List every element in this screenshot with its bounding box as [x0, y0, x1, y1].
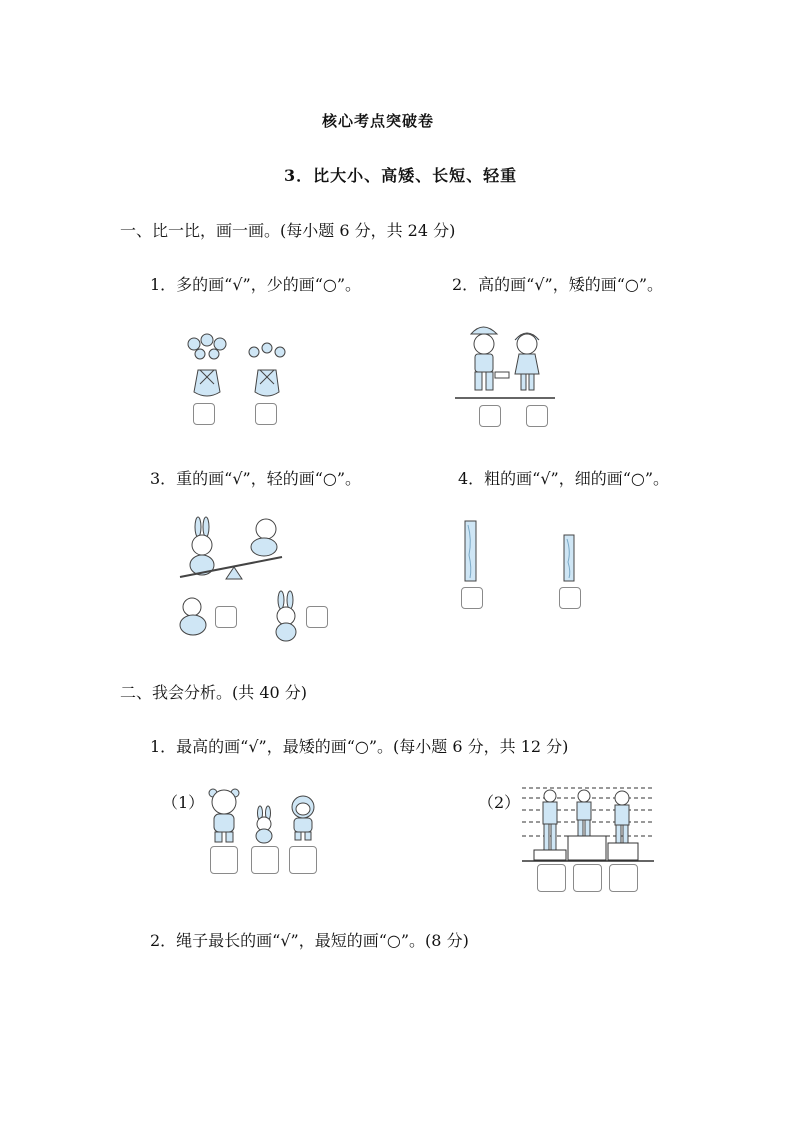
answer-box[interactable] — [193, 403, 215, 425]
monkey-icon — [286, 794, 320, 842]
seesaw-icon — [176, 515, 286, 590]
answer-box[interactable] — [210, 846, 238, 874]
page-subtitle: 3．比大小、高矮、长短、轻重 — [284, 166, 518, 185]
question-2-1-part-2: （2） — [478, 793, 521, 812]
answer-box[interactable] — [215, 606, 237, 628]
answer-box[interactable] — [479, 405, 501, 427]
answer-box[interactable] — [609, 864, 638, 892]
answer-box[interactable] — [526, 405, 548, 427]
duck-icon — [176, 595, 210, 639]
flower-vase-icon — [182, 332, 232, 400]
stick-icon — [562, 534, 576, 582]
question-2-1: 1．最高的画“√”，最矮的画“○”。(每小题 6 分，共 12 分) — [150, 737, 569, 756]
answer-box[interactable] — [559, 587, 581, 609]
section-2-heading: 二、我会分析。(共 40 分) — [120, 683, 308, 702]
answer-box[interactable] — [289, 846, 317, 874]
answer-box[interactable] — [461, 587, 483, 609]
question-2-2: 2．绳子最长的画“√”，最短的画“○”。(8 分) — [150, 931, 469, 950]
rabbit-icon — [250, 806, 278, 844]
section-1-heading: 一、比一比，画一画。(每小题 6 分，共 24 分) — [120, 221, 456, 240]
question-1-3: 3．重的画“√”，轻的画“○”。 — [150, 469, 362, 488]
rabbit-icon — [270, 590, 302, 642]
question-1-1: 1．多的画“√”，少的画“○”。 — [150, 275, 362, 294]
answer-box[interactable] — [255, 403, 277, 425]
page-title: 核心考点突破卷 — [322, 112, 435, 130]
answer-box[interactable] — [573, 864, 602, 892]
answer-box[interactable] — [251, 846, 279, 874]
question-1-2: 2．高的画“√”，矮的画“○”。 — [452, 275, 664, 294]
question-1-4: 4．粗的画“√”，细的画“○”。 — [458, 469, 670, 488]
flower-vase-icon — [244, 342, 290, 400]
child-icon — [455, 322, 555, 402]
stick-icon — [464, 520, 478, 582]
person-icon — [522, 784, 654, 864]
bear-icon — [206, 786, 242, 844]
answer-box[interactable] — [306, 606, 328, 628]
question-2-1-part-1: （1） — [162, 793, 205, 812]
answer-box[interactable] — [537, 864, 566, 892]
